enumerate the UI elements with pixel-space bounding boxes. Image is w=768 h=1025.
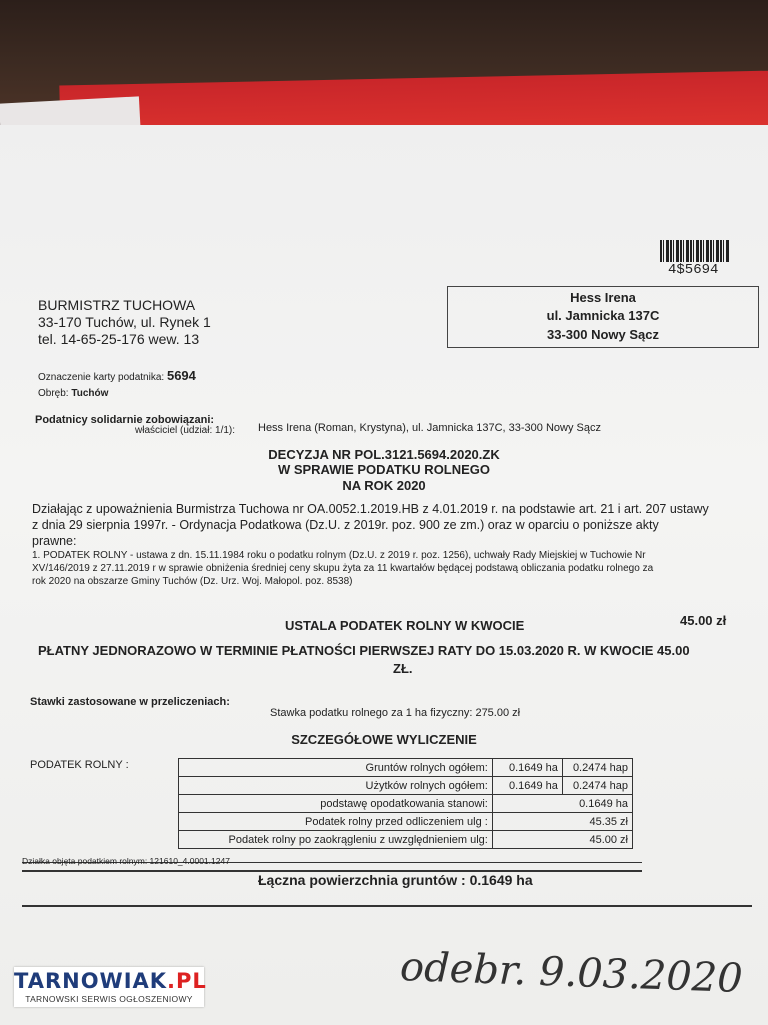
rate-value: Stawka podatku rolnego za 1 ha fizyczny: 275.00 zł <box>270 707 521 719</box>
issuer-phone: tel. 14-65-25-176 wew. 13 <box>38 331 200 347</box>
issuer-name: BURMISTRZ TUCHOWA <box>38 297 196 313</box>
table-row <box>179 759 633 777</box>
row-value-2: 0.2474 hap <box>562 777 632 795</box>
row-label: Gruntów rolnych ogółem: <box>179 759 493 777</box>
owner-label: właściciel (udział: 1/1): <box>135 425 236 436</box>
row-value: 0.1649 ha <box>492 759 562 777</box>
barcode <box>660 240 730 262</box>
rates-label: Stawki zastosowane w przeliczeniach: <box>30 696 230 708</box>
row-value: 45.35 zł <box>492 813 632 831</box>
table-row <box>179 777 633 795</box>
recipient-address-box <box>447 286 759 348</box>
payment-line-2: ZŁ. <box>393 661 413 676</box>
law-text-1: 1. PODATEK ROLNY - ustawa z dn. 15.11.1984 roku o podatku rolnym (Dz.U. z 2019 r. poz. 1256), uchwały Rady Miejskiej w Tuchowie Nr <box>32 550 646 561</box>
card-number: 5694 <box>166 368 196 383</box>
total-area: Łączna powierzchnia gruntów : 0.1649 ha <box>258 872 533 888</box>
decision-title-1: DECYZJA NR POL.3121.5694.2020.ZK <box>268 447 500 462</box>
table-row <box>179 795 633 813</box>
document-page <box>0 125 768 1025</box>
district-value: Tuchów <box>71 388 109 399</box>
row-value: 45.00 zł <box>492 831 632 849</box>
parcel-note: Działka objęta podatkiem rolnym: 121610_4.0001.1247 <box>22 856 230 866</box>
row-value-2: 0.2474 hap <box>562 759 632 777</box>
district-label: Obręb: <box>38 388 69 399</box>
row-label: Użytków rolnych ogółem: <box>179 777 493 795</box>
details-table <box>178 758 633 849</box>
details-title: SZCZEGÓŁOWE WYLICZENIE <box>291 732 477 747</box>
recipient-street: ul. Jamnicka 137C <box>546 308 660 323</box>
row-label: Podatek rolny po zaokrągleniu z uwzględnieniem ulg: <box>179 831 493 849</box>
table-row <box>179 831 633 849</box>
district-line <box>38 388 108 399</box>
watermark-brand-main: TARNOWIAK <box>14 969 168 993</box>
card-line <box>38 368 196 383</box>
row-label: podstawę opodatkowania stanowi: <box>179 795 493 813</box>
divider-line <box>22 905 752 907</box>
recipient-name: Hess Irena <box>570 290 636 305</box>
tax-amount-value: 45.00 zł <box>680 613 727 628</box>
details-section-label: PODATEK ROLNY : <box>30 759 129 771</box>
decision-body-2: z dnia 29 sierpnia 1997r. - Ordynacja Podatkowa (Dz.U. z 2019r. poz. 900 ze zm.) oraz w oparciu o poniższe akty <box>32 518 659 532</box>
row-value: 0.1649 ha <box>492 795 632 813</box>
barcode-number: 4$5694 <box>668 262 719 278</box>
table-row <box>179 813 633 831</box>
decision-title-2: W SPRAWIE PODATKU ROLNEGO <box>277 462 491 477</box>
handwritten-note: odebr. 9.03.2020 <box>399 944 744 1002</box>
issuer-address: 33-170 Tuchów, ul. Rynek 1 <box>38 314 211 330</box>
decision-body-1: Działając z upoważnienia Burmistrza Tuchowa nr OA.0052.1.2019.HB z 4.01.2019 r. na podstawie art. 21 i art. 207 ustawy <box>32 502 709 516</box>
recipient-city: 33-300 Nowy Sącz <box>546 327 659 342</box>
solidary-label: Podatnicy solidarnie zobowiązani: <box>35 414 215 426</box>
tax-amount-label: USTALA PODATEK ROLNY W KWOCIE <box>285 618 525 633</box>
law-text-3: rok 2020 na obszarze Gminy Tuchów (Dz. Urz. Woj. Małopol. poz. 8538) <box>32 576 353 587</box>
row-label: Podatek rolny przed odliczeniem ulg : <box>179 813 493 831</box>
watermark-logo <box>14 967 207 1007</box>
decision-body-3: prawne: <box>32 534 77 548</box>
payment-line-1: PŁATNY JEDNORAZOWO W TERMINIE PŁATNOŚCI PIERWSZEJ RATY DO 15.03.2020 R. W KWOCIE 45.00 <box>38 643 690 658</box>
watermark-brand <box>14 969 207 993</box>
card-label: Oznaczenie karty podatnika: <box>38 372 165 383</box>
decision-title-3: NA ROK 2020 <box>342 478 426 493</box>
owner-value: Hess Irena (Roman, Krystyna), ul. Jamnicka 137C, 33-300 Nowy Sącz <box>258 422 601 434</box>
watermark-brand-suffix: .PL <box>167 969 207 993</box>
row-value: 0.1649 ha <box>492 777 562 795</box>
watermark-subtitle: TARNOWSKI SERWIS OGŁOSZENIOWY <box>25 994 193 1004</box>
law-text-2: XV/146/2019 z 27.11.2019 r w sprawie obniżenia średniej ceny skupu żyta za 11 kwartałów będącej podstawą obliczania podatku rolnego za <box>32 563 654 574</box>
